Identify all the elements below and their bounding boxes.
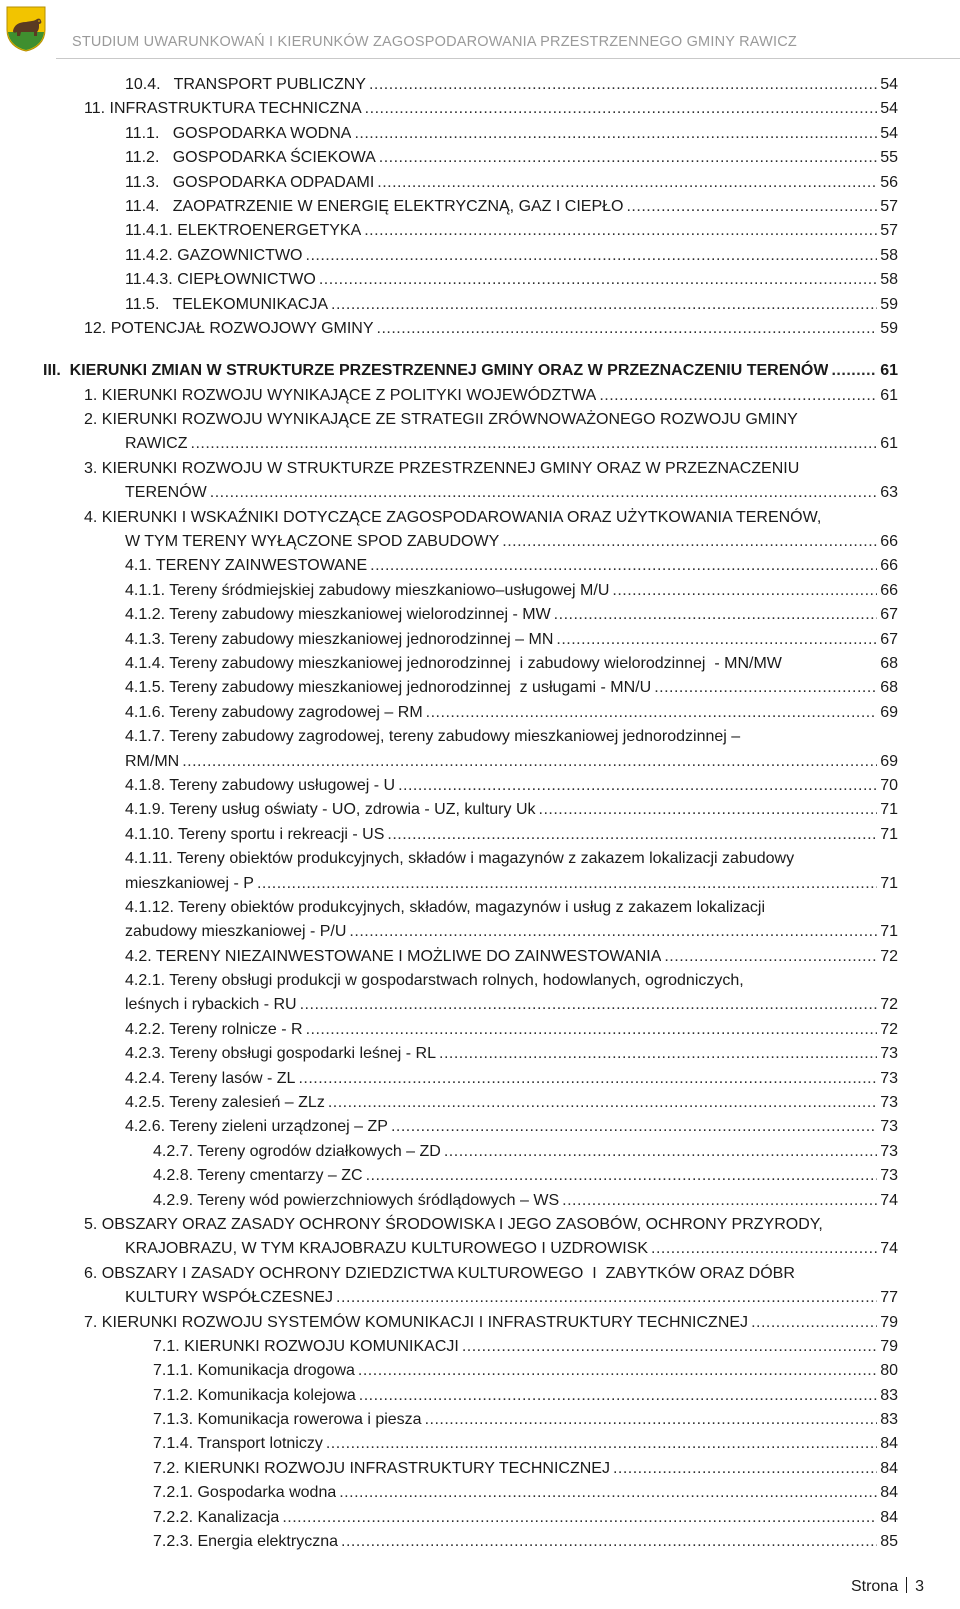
toc-page-number: 54	[880, 76, 898, 93]
toc-entry-label: 11.5. TELEKOMUNIKACJA	[125, 295, 329, 313]
toc-spacer	[0, 341, 960, 359]
toc-page-number: 69	[880, 752, 898, 770]
toc-leader-dots	[370, 554, 877, 578]
toc-entry-label: 3. KIERUNKI ROZWOJU W STRUKTURZE PRZESTRZENNEJ GMINY ORAZ W PRZEZNACZENIU	[84, 459, 800, 477]
toc-page-number: 83	[880, 1411, 898, 1429]
toc-entry-label: 4.2.7. Tereny ogrodów działkowych – ZD	[153, 1142, 441, 1160]
toc-leader-dots	[379, 146, 877, 170]
toc-leader-dots	[354, 122, 877, 146]
toc-entry[interactable]	[0, 481, 898, 505]
page-footer	[851, 1577, 924, 1596]
toc-leader-dots	[306, 1018, 878, 1042]
toc-leader-dots	[398, 774, 877, 798]
toc-page-number: 59	[880, 319, 898, 337]
toc-entry-label: 4.2.4. Tereny lasów - ZL	[125, 1069, 296, 1087]
toc-entry[interactable]	[0, 1286, 898, 1310]
toc-page-number: 85	[880, 1533, 898, 1551]
toc-leader-dots	[328, 1091, 877, 1115]
toc-entry-label: 4.2. TERENY NIEZAINWESTOWANE I MOŻLIWE DO ZAINWESTOWANIA	[125, 947, 662, 965]
toc-entry-label: leśnych i rybackich - RU	[125, 996, 297, 1014]
toc-entry[interactable]	[0, 97, 898, 121]
toc-entry[interactable]	[0, 122, 898, 146]
toc-entry-label: 7.1.4. Transport lotniczy	[153, 1435, 323, 1453]
toc-entry[interactable]	[0, 652, 898, 676]
toc-leader-dots	[364, 219, 877, 243]
toc-page-number: 66	[880, 581, 898, 599]
toc-entry[interactable]	[0, 1530, 898, 1554]
toc-entry[interactable]	[0, 1140, 898, 1164]
toc-entry[interactable]	[0, 1408, 898, 1432]
toc-entry[interactable]	[0, 530, 898, 554]
toc-entry[interactable]	[0, 317, 898, 341]
toc-entry-label: 7.2.1. Gospodarka wodna	[153, 1484, 337, 1502]
toc-entry-label: TERENÓW	[125, 484, 207, 502]
toc-page-number: 59	[880, 295, 898, 313]
toc-entry-label: 4.1.5. Tereny zabudowy mieszkaniowej jednorodzinnej z usługami - MN/U	[125, 679, 652, 697]
toc-leader-dots	[664, 945, 877, 969]
toc-page-number: 69	[880, 703, 898, 721]
toc-page-number: 72	[880, 1020, 898, 1038]
toc-leader-dots	[369, 73, 877, 97]
toc-entry-label: 4.2.9. Tereny wód powierzchniowych śródlądowych – WS	[153, 1191, 560, 1209]
toc-page-number: 66	[880, 533, 898, 551]
toc-entry[interactable]	[0, 896, 898, 920]
toc-leader-dots	[426, 701, 878, 725]
toc-entry[interactable]	[0, 774, 898, 798]
toc-entry[interactable]	[0, 945, 898, 969]
toc-leader-dots	[339, 1481, 877, 1505]
toc-leader-dots	[439, 1042, 877, 1066]
toc-entry[interactable]	[0, 1384, 898, 1408]
toc-entry[interactable]	[0, 823, 898, 847]
toc-entry-label: 12. POTENCJAŁ ROZWOJOWY GMINY	[84, 319, 374, 337]
toc-entry[interactable]	[0, 1481, 898, 1505]
toc-entry-label: KULTURY WSPÓŁCZESNEJ	[125, 1289, 334, 1307]
toc-entry[interactable]	[0, 1018, 898, 1042]
toc-entry-label: KRAJOBRAZU, W TYM KRAJOBRAZU KULTUROWEGO I UZDROWISK	[125, 1240, 648, 1258]
table-of-contents	[0, 73, 960, 1554]
toc-entry[interactable]	[0, 1237, 898, 1261]
toc-leader-dots	[358, 1359, 877, 1383]
toc-entry[interactable]	[0, 432, 898, 456]
toc-page-number: 77	[880, 1289, 898, 1307]
toc-entry-label: 2. KIERUNKI ROZWOJU WYNIKAJĄCE ZE STRATEGII ZRÓWNOWAŻONEGO ROZWOJU GMINY	[84, 411, 798, 429]
toc-entry-label: RAWICZ	[125, 435, 188, 453]
toc-entry-label: 7.1. KIERUNKI ROZWOJU KOMUNIKACJI	[153, 1337, 459, 1355]
toc-page-number: 67	[880, 630, 898, 648]
toc-page-number: 79	[880, 1337, 898, 1355]
toc-entry[interactable]	[0, 171, 898, 195]
toc-entry-label: 4.1.8. Tereny zabudowy usługowej - U	[125, 776, 396, 794]
page-label: Strona	[850, 1578, 899, 1595]
toc-entry-label: 4.1.12. Tereny obiektów produkcyjnych, składów, magazynów i usług z zakazem lokalizacji	[125, 898, 766, 916]
toc-entry-label: 4.1.4. Tereny zabudowy mieszkaniowej jednorodzinnej i zabudowy wielorodzinnej - MN/MW	[125, 654, 782, 672]
toc-entry-label: 4. KIERUNKI I WSKAŹNIKI DOTYCZĄCE ZAGOSPODAROWANIA ORAZ UŻYTKOWANIA TERENÓW,	[84, 508, 822, 526]
toc-entry[interactable]	[0, 872, 898, 896]
toc-leader-dots	[556, 628, 877, 652]
toc-entry-label: 11.2. GOSPODARKA ŚCIEKOWA	[125, 149, 376, 167]
toc-entry-label: 4.1.2. Tereny zabudowy mieszkaniowej wielorodzinnej - MW	[125, 606, 551, 624]
toc-entry[interactable]	[0, 920, 898, 944]
toc-entry-label: 7.1.2. Komunikacja kolejowa	[153, 1386, 356, 1404]
toc-entry[interactable]	[0, 750, 898, 774]
toc-entry[interactable]	[0, 1115, 898, 1139]
toc-entry-label: 4.1. TERENY ZAINWESTOWANE	[125, 557, 368, 575]
toc-entry-label: 4.1.1. Tereny śródmiejskiej zabudowy mieszkaniowo–usługowej M/U	[125, 581, 610, 599]
toc-entry-label: 11.4.1. ELEKTROENERGETYKA	[125, 222, 362, 240]
toc-entry[interactable]	[0, 701, 898, 725]
toc-entry-label: 5. OBSZARY ORAZ ZASADY OCHRONY ŚRODOWISKA I JEGO ZASOBÓW, OCHRONY PRZYRODY,	[84, 1215, 823, 1233]
toc-leader-dots	[282, 1506, 877, 1530]
toc-entry-label: 7.2. KIERUNKI ROZWOJU INFRASTRUKTURY TECHNICZNEJ	[153, 1459, 610, 1477]
toc-leader-dots	[612, 579, 877, 603]
toc-page-number: 54	[880, 100, 898, 118]
toc-entry[interactable]	[0, 1506, 898, 1530]
toc-page-number: 83	[880, 1386, 898, 1404]
toc-chapter-entry[interactable]	[0, 359, 898, 383]
toc-entry[interactable]	[0, 384, 898, 408]
toc-entry-label: 6. OBSZARY I ZASADY OCHRONY DZIEDZICTWA KULTUROWEGO I ZABYTKÓW ORAZ DÓBR	[84, 1264, 795, 1282]
toc-entry[interactable]	[0, 628, 898, 652]
toc-entry-label: 7.1.1. Komunikacja drogowa	[153, 1362, 355, 1380]
toc-entry[interactable]	[0, 847, 898, 871]
toc-page-number: 61	[880, 362, 898, 380]
footer-divider	[906, 1577, 907, 1593]
toc-leader-dots	[331, 293, 877, 317]
toc-page-number: 71	[880, 874, 898, 892]
toc-entry[interactable]	[0, 1311, 898, 1335]
toc-leader-dots	[341, 1530, 877, 1554]
toc-entry-label: RM/MN	[125, 752, 180, 770]
toc-page-number: 71	[880, 825, 898, 843]
toc-entry[interactable]	[0, 1067, 898, 1091]
toc-leader-dots	[626, 195, 877, 219]
toc-page-number: 84	[880, 1435, 898, 1453]
toc-leader-dots	[298, 1067, 877, 1091]
toc-page-number: 58	[880, 246, 898, 264]
toc-page-number: 84	[880, 1459, 898, 1477]
toc-entry-label: 1. KIERUNKI ROZWOJU WYNIKAJĄCE Z POLITYKI WOJEWÓDZTWA	[84, 386, 597, 404]
toc-entry-label: 10.4. TRANSPORT PUBLICZNY	[125, 76, 366, 93]
toc-page-number: 68	[880, 679, 898, 697]
toc-entry-label: 4.1.10. Tereny sportu i rekreacji - US	[125, 825, 385, 843]
toc-entry-label: 4.1.7. Tereny zabudowy zagrodowej, tereny zabudowy mieszkaniowej jednorodzinnej –	[125, 728, 741, 746]
toc-page-number: 72	[880, 996, 898, 1014]
toc-entry[interactable]	[0, 993, 898, 1017]
toc-page-number: 61	[880, 435, 898, 453]
toc-page-number: 73	[880, 1069, 898, 1087]
toc-leader-dots	[751, 1311, 877, 1335]
toc-leader-dots	[599, 384, 877, 408]
toc-leader-dots	[462, 1335, 877, 1359]
toc-leader-dots	[387, 823, 877, 847]
toc-entry-label: 11. INFRASTRUKTURA TECHNICZNA	[84, 100, 362, 118]
toc-entry-label: 11.4. ZAOPATRZENIE W ENERGIĘ ELEKTRYCZNĄ, GAZ I CIEPŁO	[125, 197, 624, 215]
toc-entry-label: 4.2.6. Tereny zieleni urządzonej – ZP	[125, 1118, 388, 1136]
toc-entry[interactable]	[0, 1432, 898, 1456]
toc-page-number: 68	[880, 654, 898, 672]
toc-entry-label: 4.2.8. Tereny cmentarzy – ZC	[153, 1167, 363, 1185]
toc-entry[interactable]	[0, 579, 898, 603]
toc-page-number: 84	[880, 1484, 898, 1502]
toc-entry[interactable]	[0, 1335, 898, 1359]
toc-entry[interactable]	[0, 1457, 898, 1481]
toc-entry-label: 11.4.2. GAZOWNICTWO	[125, 246, 303, 264]
toc-entry[interactable]	[0, 1262, 898, 1286]
toc-entry[interactable]	[0, 408, 898, 432]
toc-page-number: 56	[880, 173, 898, 191]
toc-page-number: 74	[880, 1240, 898, 1258]
toc-entry-label: 4.1.11. Tereny obiektów produkcyjnych, składów i magazynów z zakazem lokalizacji zabudowy	[125, 850, 795, 868]
document-title: STUDIUM UWARUNKOWAŃ I KIERUNKÓW ZAGOSPODAROWANIA PRZESTRZENNEGO GMINY RAWICZ	[72, 34, 797, 50]
toc-page-number: 79	[880, 1313, 898, 1331]
toc-leader-dots	[319, 268, 877, 292]
toc-leader-dots	[366, 1164, 878, 1188]
toc-entry[interactable]	[0, 725, 898, 749]
toc-entry[interactable]	[0, 506, 898, 530]
toc-leader-dots	[182, 750, 877, 774]
toc-leader-dots	[210, 481, 877, 505]
toc-page-number: 66	[880, 557, 898, 575]
toc-leader-dots	[191, 432, 878, 456]
toc-leader-dots	[359, 1384, 877, 1408]
toc-entry[interactable]	[0, 554, 898, 578]
toc-page-number: 54	[880, 124, 898, 142]
toc-entry[interactable]	[0, 603, 898, 627]
toc-page-number: 67	[880, 606, 898, 624]
toc-entry-label: 11.3. GOSPODARKA ODPADAMI	[125, 173, 375, 191]
toc-page-number: 73	[880, 1167, 898, 1185]
toc-leader-dots	[831, 359, 877, 383]
toc-entry[interactable]	[0, 244, 898, 268]
toc-entry-label: W TYM TERENY WYŁĄCZONE SPOD ZABUDOWY	[125, 533, 500, 551]
toc-leader-dots	[336, 1286, 877, 1310]
toc-entry[interactable]	[0, 1042, 898, 1066]
toc-entry[interactable]	[0, 457, 898, 481]
toc-leader-dots	[502, 530, 877, 554]
toc-entry-label: 4.2.5. Tereny zalesień – ZLz	[125, 1094, 325, 1112]
toc-leader-dots	[377, 317, 878, 341]
toc-entry-label: 7.2.3. Energia elektryczna	[153, 1533, 338, 1551]
toc-leader-dots	[257, 872, 877, 896]
toc-entry[interactable]	[0, 1189, 898, 1213]
toc-entry[interactable]	[0, 293, 898, 317]
toc-entry[interactable]	[0, 195, 898, 219]
toc-entry-label: 4.1.9. Tereny usług oświaty - UO, zdrowia - UZ, kultury Uk	[125, 801, 536, 819]
toc-page-number: 58	[880, 271, 898, 289]
toc-entry-label: mieszkaniowej - P	[125, 874, 254, 892]
toc-leader-dots	[300, 993, 878, 1017]
toc-entry-label: 11.4.3. CIEPŁOWNICTWO	[125, 271, 316, 289]
toc-leader-dots	[425, 1408, 878, 1432]
toc-leader-dots	[554, 603, 878, 627]
toc-entry[interactable]	[0, 1164, 898, 1188]
toc-leader-dots	[365, 97, 878, 121]
page-header	[0, 0, 960, 62]
toc-page-number: 71	[880, 801, 898, 819]
toc-leader-dots	[349, 920, 877, 944]
toc-page-number: 73	[880, 1118, 898, 1136]
toc-entry[interactable]	[0, 73, 898, 97]
toc-entry[interactable]	[0, 146, 898, 170]
bear-coat-of-arms-icon	[6, 6, 46, 52]
toc-entry[interactable]	[0, 969, 898, 993]
toc-entry-label: 4.2.3. Tereny obsługi gospodarki leśnej - RL	[125, 1045, 436, 1063]
toc-entry[interactable]	[0, 1213, 898, 1237]
toc-entry[interactable]	[0, 1091, 898, 1115]
toc-page-number: 73	[880, 1142, 898, 1160]
toc-entry[interactable]	[0, 1359, 898, 1383]
toc-entry-label: 7.1.3. Komunikacja rowerowa i piesza	[153, 1411, 422, 1429]
toc-entry-label: 11.1. GOSPODARKA WODNA	[125, 124, 352, 142]
toc-entry[interactable]	[0, 676, 898, 700]
toc-leader-dots	[613, 1457, 877, 1481]
toc-leader-dots	[654, 676, 877, 700]
toc-page-number: 57	[880, 222, 898, 240]
toc-entry[interactable]	[0, 219, 898, 243]
toc-page-number: 70	[880, 776, 898, 794]
toc-leader-dots	[539, 798, 878, 822]
toc-leader-dots	[391, 1115, 877, 1139]
toc-entry-label: 4.1.6. Tereny zabudowy zagrodowej – RM	[125, 703, 423, 721]
toc-entry-label: 4.1.3. Tereny zabudowy mieszkaniowej jednorodzinnej – MN	[125, 630, 554, 648]
toc-page-number: 55	[880, 149, 898, 167]
toc-page-number: 84	[880, 1508, 898, 1526]
toc-leader-dots	[377, 171, 877, 195]
toc-page-number: 72	[880, 947, 898, 965]
toc-page-number: 63	[880, 484, 898, 502]
toc-page-number: 61	[880, 386, 898, 404]
toc-entry-label: zabudowy mieszkaniowej - P/U	[125, 923, 347, 941]
toc-leader-dots	[651, 1237, 877, 1261]
toc-page-number: 71	[880, 923, 898, 941]
toc-leader-dots	[306, 244, 878, 268]
toc-page-number: 73	[880, 1094, 898, 1112]
toc-entry-label: 4.2.1. Tereny obsługi produkcji w gospodarstwach rolnych, hodowlanych, ogrodniczych,	[125, 972, 744, 990]
toc-entry-label: 7. KIERUNKI ROZWOJU SYSTEMÓW KOMUNIKACJI I INFRASTRUKTURY TECHNICZNEJ	[84, 1313, 749, 1331]
page-number: 3	[915, 1578, 924, 1595]
toc-entry[interactable]	[0, 798, 898, 822]
toc-page-number: 57	[880, 197, 898, 215]
toc-page-number: 80	[880, 1362, 898, 1380]
toc-entry-label: 7.2.2. Kanalizacja	[153, 1508, 280, 1526]
toc-page-number: 74	[880, 1191, 898, 1209]
toc-entry-label: III. KIERUNKI ZMIAN W STRUKTURZE PRZESTRZENNEJ GMINY ORAZ W PRZEZNACZENIU TERENÓW	[43, 362, 829, 380]
toc-leader-dots	[562, 1189, 877, 1213]
toc-page-number: 73	[880, 1045, 898, 1063]
toc-entry-label: 4.2.2. Tereny rolnicze - R	[125, 1020, 303, 1038]
toc-leader-dots	[326, 1432, 877, 1456]
toc-leader-dots	[444, 1140, 877, 1164]
toc-entry[interactable]	[0, 268, 898, 292]
header-divider	[56, 58, 960, 59]
